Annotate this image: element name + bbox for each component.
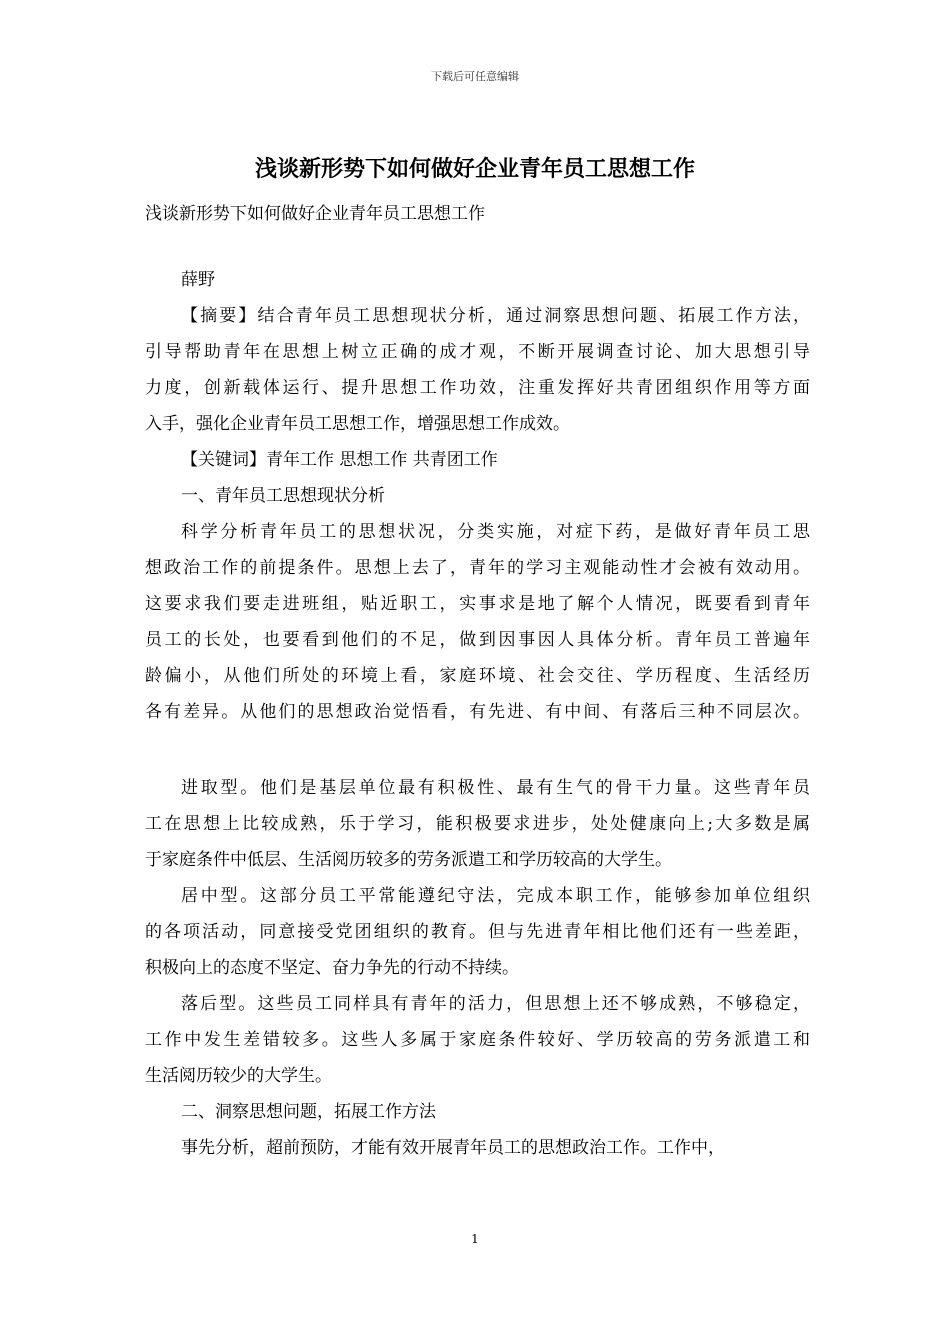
paragraph-line: 各有差异。从他们的思想政治觉悟看，有先进、有中间、有落后三种不同层次。 (145, 702, 810, 722)
paragraph-line: 积极向上的态度不坚定、奋力争先的行动不持续。 (145, 958, 519, 978)
subtitle-line: 浅谈新形势下如何做好企业青年员工思想工作 (145, 204, 485, 224)
header-note: 下载后可任意编辑 (431, 70, 519, 83)
abstract-line: 引导帮助青年在思想上树立正确的成才观，不断开展调查讨论、加大思想引导 (145, 342, 810, 362)
document-title: 浅谈新形势下如何做好企业青年员工思想工作 (254, 156, 695, 182)
document-body (145, 196, 810, 1166)
paragraph-line: 落后型。这些员工同样具有青年的活力，但思想上还不够成熟，不够稳定， (181, 994, 810, 1014)
paragraph-line: 想政治工作的前提条件。思想上去了，青年的学习主观能动性才会被有效动用。 (145, 558, 810, 578)
paragraph-line: 这要求我们要走进班组，贴近职工，实事求是地了解个人情况，既要看到青年 (145, 594, 810, 614)
paragraph-line: 的各项活动，同意接受党团组织的教育。但与先进青年相比他们还有一些差距， (145, 922, 810, 942)
page-number: 1 (471, 1232, 479, 1246)
paragraph-line: 居中型。这部分员工平常能遵纪守法，完成本职工作，能够参加单位组织 (181, 886, 810, 906)
paragraph-line: 事先分析，超前预防，才能有效开展青年员工的思想政治工作。工作中， (181, 1138, 725, 1158)
abstract-line: 力度，创新载体运行、提升思想工作功效，注重发挥好共青团组织作用等方面 (145, 378, 810, 398)
author-line: 薛野 (181, 270, 215, 290)
section-heading-2: 二、洞察思想问题，拓展工作方法 (181, 1102, 436, 1122)
paragraph-line: 于家庭条件中低层、生活阅历较多的劳务派遣工和学历较高的大学生。 (145, 850, 672, 870)
abstract-line: 【摘要】结合青年员工思想现状分析，通过洞察思想问题、拓展工作方法， (181, 306, 810, 326)
paragraph-line: 工作中发生差错较多。这些人多属于家庭条件较好、学历较高的劳务派遣工和 (145, 1030, 810, 1050)
section-heading-1: 一、青年员工思想现状分析 (181, 486, 385, 506)
paragraph-line: 生活阅历较少的大学生。 (145, 1066, 332, 1086)
paragraph-line: 工在思想上比较成熟，乐于学习，能积极要求进步，处处健康向上;大多数是属 (145, 814, 810, 834)
paragraph-line: 进取型。他们是基层单位最有积极性、最有生气的骨干力量。这些青年员 (181, 778, 810, 798)
paragraph-line: 科学分析青年员工的思想状况，分类实施，对症下药，是做好青年员工思 (181, 522, 810, 542)
abstract-line: 入手，强化企业青年员工思想工作，增强思想工作成效。 (145, 414, 570, 434)
paragraph-line: 员工的长处，也要看到他们的不足，做到因事因人具体分析。青年员工普遍年 (145, 630, 810, 650)
paragraph-line: 龄偏小，从他们所处的环境上看，家庭环境、社会交往、学历程度、生活经历 (145, 666, 810, 686)
keywords-line: 【关键词】青年工作 思想工作 共青团工作 (181, 450, 498, 470)
